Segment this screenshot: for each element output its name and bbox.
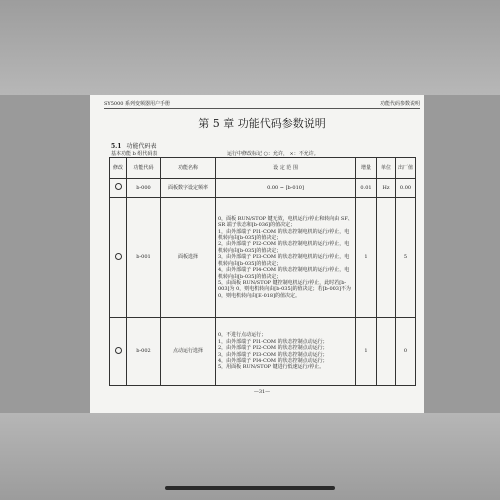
range-option: 4，由外部端子 PI4-COM 的状态控制点动运行； [218,357,328,364]
subsection-title: 基本功能 b 组代码表 [111,151,158,157]
range-option: 5，用面板 RUN/STOP 键进行低速运行/停止。 [218,364,325,371]
cell-range [216,198,356,318]
range-option: 5，由面板 RUN/STOP 键控制电机运行/停止，此时若[b-003]为 0，则电机转向由[b-035]的值决定；若[b-003]不为 0，则电机转向由[E-018]的值决定。 [218,279,351,299]
cell-range [216,318,356,386]
range-option: 0，面板 RUN/STOP 键无效，电机运行/停止和转向由 SF、SR 端子状态和[b-036]的值决定； [218,215,353,229]
range-option: 2，由外部端子 PI2-COM 的状态控制电机的运行/停止，电机转向由[b-035]的值决定； [218,241,350,254]
chapter-title: 第 5 章 功能代码参数说明 [198,117,326,130]
cell-code: b-000 [127,179,161,198]
range-option: 1，由外部端子 PI1-COM 的状态控制电机的运行/停止，电机转向由[b-035]的值决定； [218,228,350,242]
section-title: 功能代码表 [126,143,157,150]
modify-mark [110,318,127,386]
section-number: 5.1 [111,143,122,150]
running-header [104,100,420,109]
cell-increment: 1 [356,198,377,318]
cell-increment: 0.01 [356,179,377,198]
header-default: 出厂值 [396,158,416,179]
cell-increment: 1 [356,318,377,386]
header-modify: 修改 [110,158,127,179]
cell-unit: Hz [377,179,396,198]
allowed-circle-icon [115,183,122,190]
table-header-row [110,158,416,179]
page-number: —31— [253,389,271,395]
allowed-circle-icon [115,253,122,260]
cell-unit [377,318,396,386]
cell-default: 0 [396,318,416,386]
cell-default: 5 [396,198,416,318]
background-top [0,0,500,95]
header-unit: 单位 [377,158,396,179]
modify-mark [110,179,127,198]
table-row [110,318,416,386]
cell-unit [377,198,396,318]
cell-code: b-002 [127,318,161,386]
cell-code: b-001 [127,198,161,318]
table-row [110,179,416,198]
modify-legend: 运行中修改标记 ○：允许， ×：不允许。 [227,151,319,157]
range-option: 4，由外部端子 PI4-COM 的状态控制电机的运行/停止，电机转向由[b-035]的值决定； [218,267,350,280]
cell-name: 面板数字设定频率 [161,179,216,198]
cell-name: 面板选择 [161,198,216,318]
running-header-left: SY5000 系列变频器用户手册 [104,101,171,107]
cell-default: 0.00 [396,179,416,198]
home-indicator [165,486,335,490]
function-code-table [109,157,416,386]
header-code: 功能代码 [127,158,161,179]
range-option: 3，由外部端子 PI3-COM 的状态控制电机的运行/停止，电机转向由[b-035]的值决定； [218,254,350,267]
modify-mark [110,198,127,318]
range-option: 1，由外部端子 PI1-COM 的状态控制点动运行； [218,338,328,345]
range-option: 2，由外部端子 PI2-COM 的状态控制点动运行； [218,345,328,352]
header-name: 功能名称 [161,158,216,179]
cell-name: 点动运行选择 [161,318,216,386]
cell-range: 0.00 ~ [b-010] [216,179,356,198]
header-range: 设 定 范 围 [216,158,356,179]
allowed-circle-icon [115,347,122,354]
range-option: 0，不进行点动运行； [218,332,267,339]
table-row [110,198,416,318]
range-option: 3，由外部端子 PI3-COM 的状态控制点动运行； [218,351,328,358]
header-increment: 增量 [356,158,377,179]
running-header-right: 功能代码参数说明 [379,101,420,107]
